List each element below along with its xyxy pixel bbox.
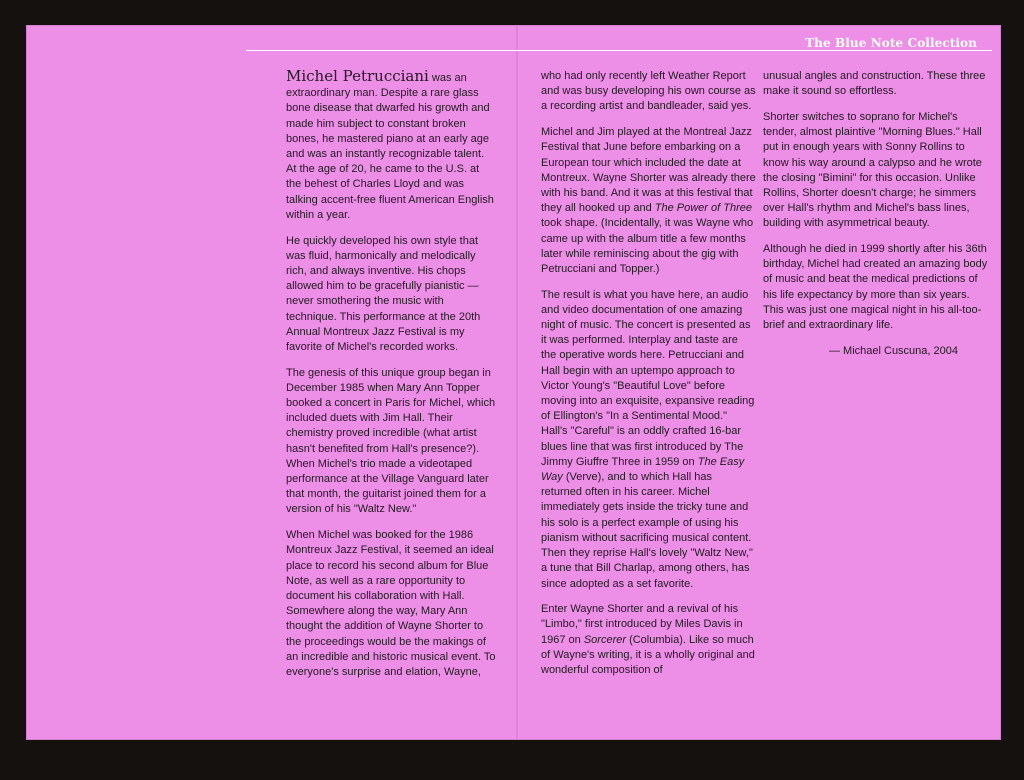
author-signature: — Michael Cuscuna, 2004 <box>828 344 958 357</box>
paragraph <box>541 602 756 678</box>
paragraph: Although he died in 1999 shortly after his 36th birthday, Michel had created an amazing body of music and beat the medical predictions of his life expectancy by more than six years. This was just one magical night in his all-too-brief and extraordinary life. <box>763 243 988 332</box>
paragraph: He quickly developed his own style that was fluid, harmonically and melodically rich, and always inventive. His chops allowed him to be gracefully pianistic — never smothering the music with technique. This performance at the 20th Annual Montreux Jazz Festival is my favorite of Michel's recorded works. <box>286 234 481 353</box>
paragraph <box>541 125 756 277</box>
paragraph: The genesis of this unique group began in December 1985 when Mary Ann Topper booked a concert in Paris for Michel, which included duets with Jim Hall. Their chemistry proved incredible (what artist hasn't benefited from Hall's presence?). When Michel's trio made a videotaped performance at the Village Vanguard later that month, the guitarist joined them for a version of his "Waltz New." <box>286 366 496 516</box>
paragraph-text: (Verve), and to which Hall has returned often in his career. Michel immediately gets inside the tricky tune and his solo is a perfect example of using his pianism without sacrificing musical content. Then they reprise Hall's lovely "Waltz New," a tune that Bill Charlap, among others, has since adopted as a set favorite. <box>541 471 753 590</box>
text-column-middle <box>541 69 756 689</box>
paragraph: who had only recently left Weather Report and was busy developing his own course as a recording artist and bandleader, said yes. <box>541 70 756 113</box>
paragraph-text: Michel and Jim played at the Montreal Jazz Festival that June before embarking on a European tour which included the date at Montreux. Wayne Shorter was already there with his band. And it was at this festival that they all hooked up and <box>541 126 756 215</box>
album-title: The Power of Three <box>654 202 752 215</box>
paragraph-text: was an extraordinary man. Despite a rare glass bone disease that dwarfed his growth and made him subject to constant broken bones, he mastered piano at an early age and was an instantly recognizable talent. At the age of 20, he came to the U.S. at the behest of Charles Lloyd and was talking accent-free fluent American English within a year. <box>286 72 494 221</box>
lead-name: Michel Petrucciani <box>286 67 429 85</box>
paragraph: unusual angles and construction. These three make it sound so effortless. <box>763 70 986 98</box>
paragraph: When Michel was booked for the 1986 Montreux Jazz Festival, it seemed an ideal place to record his second album for Blue Note, as well as a rare opportunity to document his collaboration with Hall. Somewhere along the way, Mary Ann thought the addition of Wayne Shorter to the proceedings would be the makings of an incredible and historic musical event. To everyone's surprise and elation, Wayne, <box>286 529 496 679</box>
text-column-left <box>286 69 496 691</box>
header-rule <box>246 50 992 51</box>
paragraph-text: took shape. (Incidentally, it was Wayne who came up with the album title a few months later while reminiscing about the gig with Petrucciani and Topper.) <box>541 217 754 275</box>
paragraph-text: Enter Wayne Shorter and a revival of his "Limbo," first introduced by Miles Davis in 1967 on <box>541 603 743 646</box>
album-title: Sorcerer <box>583 633 627 646</box>
paragraph-text: (Columbia). Like so much of Wayne's writing, it is a wholly original and wonderful composition of <box>541 633 755 677</box>
text-column-right <box>763 69 988 369</box>
paragraph: Shorter switches to soprano for Michel's tender, almost plaintive "Morning Blues." Hall put in enough years with Sonny Rollins to know his way around a calypso and he wrote the closing "Bimini" for this occasion. Unlike Rollins, Shorter doesn't charge; he simmers over Hall's rhythm and Michel's bass lines, building with asymmetrical beauty. <box>763 110 982 230</box>
album-title: The Easy Way <box>541 455 745 484</box>
booklet-spread <box>26 25 1001 740</box>
collection-title: The Blue Note Collection <box>805 36 977 50</box>
paragraph-text: The result is what you have here, an audio and video documentation of one amazing night of music. The concert is presented as it was performed. Interplay and taste are the operative words here. Petrucciani and Hall begin with an uptempo approach to Victor Young's "Beautiful Love" before moving into an exquisite, expansive reading of Ellington's "In a Sentimental Mood." Hall's "Careful" is an oddly crafted 16-bar blues line that was first introduced by The Jimmy Giuffre Three in 1959 on <box>541 288 755 468</box>
paragraph <box>286 69 496 223</box>
paragraph <box>541 288 756 592</box>
center-fold <box>516 25 518 740</box>
